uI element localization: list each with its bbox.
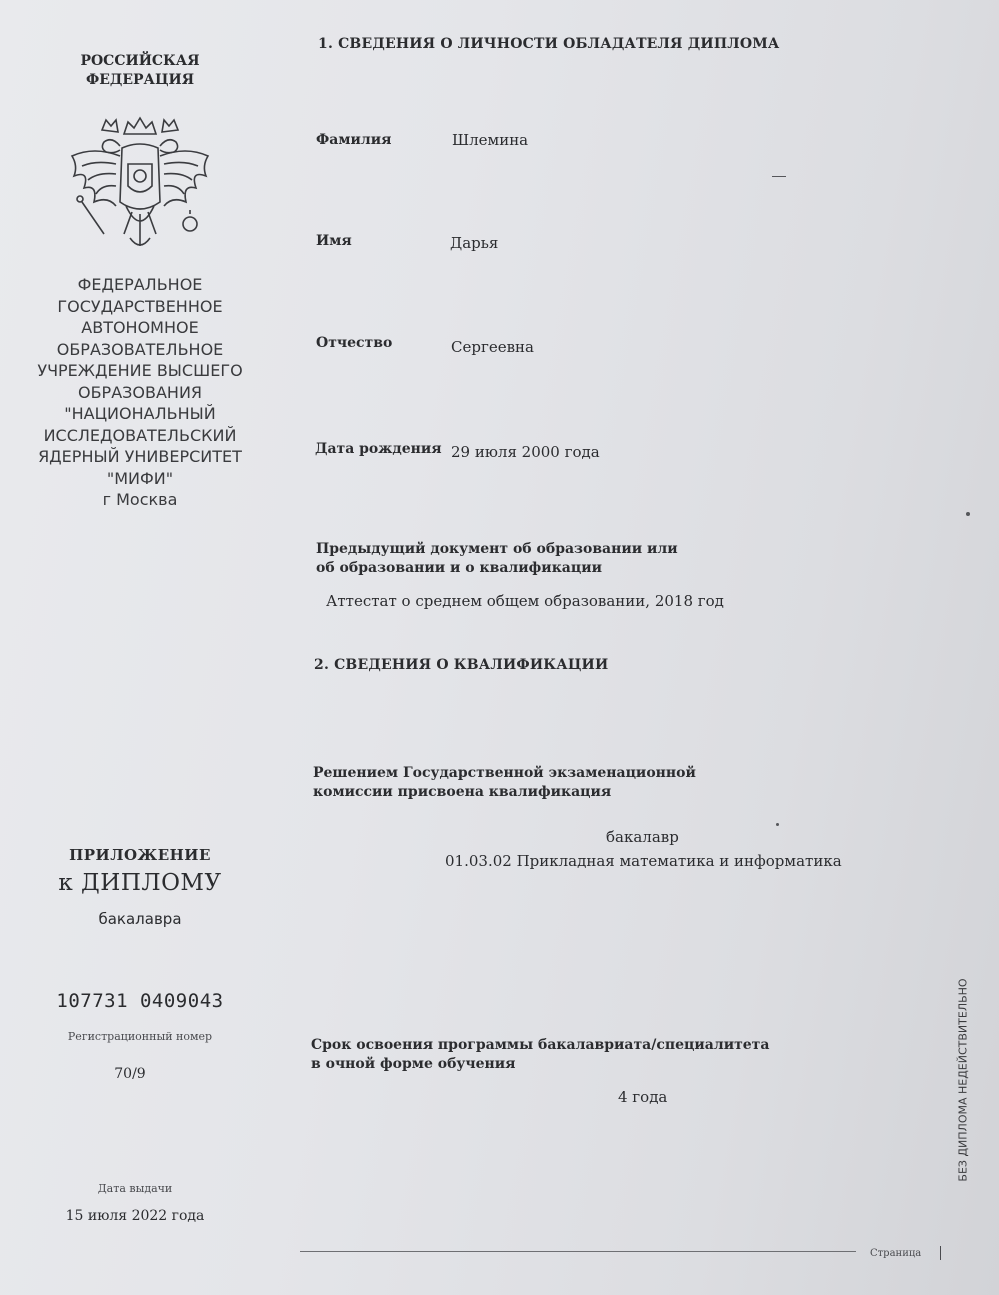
org-city: г Москва — [102, 490, 178, 509]
footer-rule — [300, 1251, 856, 1252]
org-line: АВТОНОМНОЕ — [81, 318, 199, 337]
study-duration-value: 4 года — [618, 1088, 668, 1106]
surname-label: Фамилия — [316, 132, 392, 148]
org-line: ИССЛЕДОВАТЕЛЬСКИЙ — [43, 425, 237, 445]
program-value: 01.03.02 Прикладная математика и информатика — [445, 852, 842, 870]
previous-document-label-line: Предыдущий документ об образовании или — [316, 541, 678, 557]
issue-date-label: Дата выдачи — [97, 1182, 173, 1195]
first-name-label: Имя — [316, 233, 352, 249]
page-label: Страница — [870, 1248, 922, 1259]
study-duration-label — [311, 1036, 769, 1074]
country-line-2: ФЕДЕРАЦИЯ — [85, 72, 195, 88]
section-2-title: 2. СВЕДЕНИЯ О КВАЛИФИКАЦИИ — [314, 657, 609, 673]
org-line: ЯДЕРНЫЙ УНИВЕРСИТЕТ — [38, 447, 242, 466]
annex-subtitle: к ДИПЛОМУ — [58, 870, 222, 896]
print-speck — [772, 176, 786, 177]
surname-value: Шлемина — [452, 131, 529, 149]
birth-date-label: Дата рождения — [315, 441, 442, 457]
annex-title: ПРИЛОЖЕНИЕ — [69, 846, 211, 864]
org-line: УЧРЕЖДЕНИЕ ВЫСШЕГО — [37, 361, 243, 380]
diploma-serial-number: 107731 0409043 — [56, 990, 224, 1012]
first-name-value: Дарья — [450, 234, 499, 252]
section-1-title: 1. СВЕДЕНИЯ О ЛИЧНОСТИ ОБЛАДАТЕЛЯ ДИПЛОМА — [318, 36, 780, 52]
registration-number: 70/9 — [114, 1066, 146, 1082]
org-line: ФЕДЕРАЛЬНОЕ — [77, 275, 203, 294]
patronymic-label: Отчество — [316, 335, 393, 351]
qualification-decision-line: комиссии присвоена квалификация — [313, 784, 612, 800]
page-number-mark — [940, 1246, 941, 1260]
org-line: "НАЦИОНАЛЬНЫЙ — [64, 404, 216, 423]
degree-level: бакалавра — [98, 910, 182, 928]
study-duration-line: в очной форме обучения — [311, 1056, 516, 1072]
org-line: ОБРАЗОВАНИЯ — [77, 382, 203, 402]
qualification-value: бакалавр — [606, 828, 679, 846]
org-line: "МИФИ" — [106, 468, 174, 488]
print-speck — [776, 823, 779, 826]
org-line: ОБРАЗОВАТЕЛЬНОЕ — [56, 339, 224, 359]
previous-document-label — [316, 540, 678, 578]
russian-coat-of-arms-icon — [64, 106, 216, 256]
issuing-organization — [10, 274, 270, 511]
qualification-decision-label — [313, 764, 696, 802]
registration-number-label: Регистрационный номер — [67, 1030, 213, 1043]
qualification-decision-line: Решением Государственной экзаменационной — [313, 765, 696, 781]
print-speck — [966, 512, 970, 516]
issue-date: 15 июля 2022 года — [65, 1208, 205, 1224]
org-line: ГОСУДАРСТВЕННОЕ — [57, 296, 223, 316]
study-duration-line: Срок освоения программы бакалавриата/специалитета — [311, 1037, 770, 1053]
validity-note: БЕЗ ДИПЛОМА НЕДЕЙСТВИТЕЛЬНО — [956, 978, 970, 1182]
country-name — [40, 52, 240, 90]
previous-document-value: Аттестат о среднем общем образовании, 2018 год — [326, 592, 724, 610]
patronymic-value: Сергеевна — [451, 338, 534, 356]
previous-document-label-line: об образовании и о квалификации — [316, 560, 602, 576]
country-line-1: РОССИЙСКАЯ — [80, 53, 200, 69]
birth-date-value: 29 июля 2000 года — [451, 443, 600, 461]
